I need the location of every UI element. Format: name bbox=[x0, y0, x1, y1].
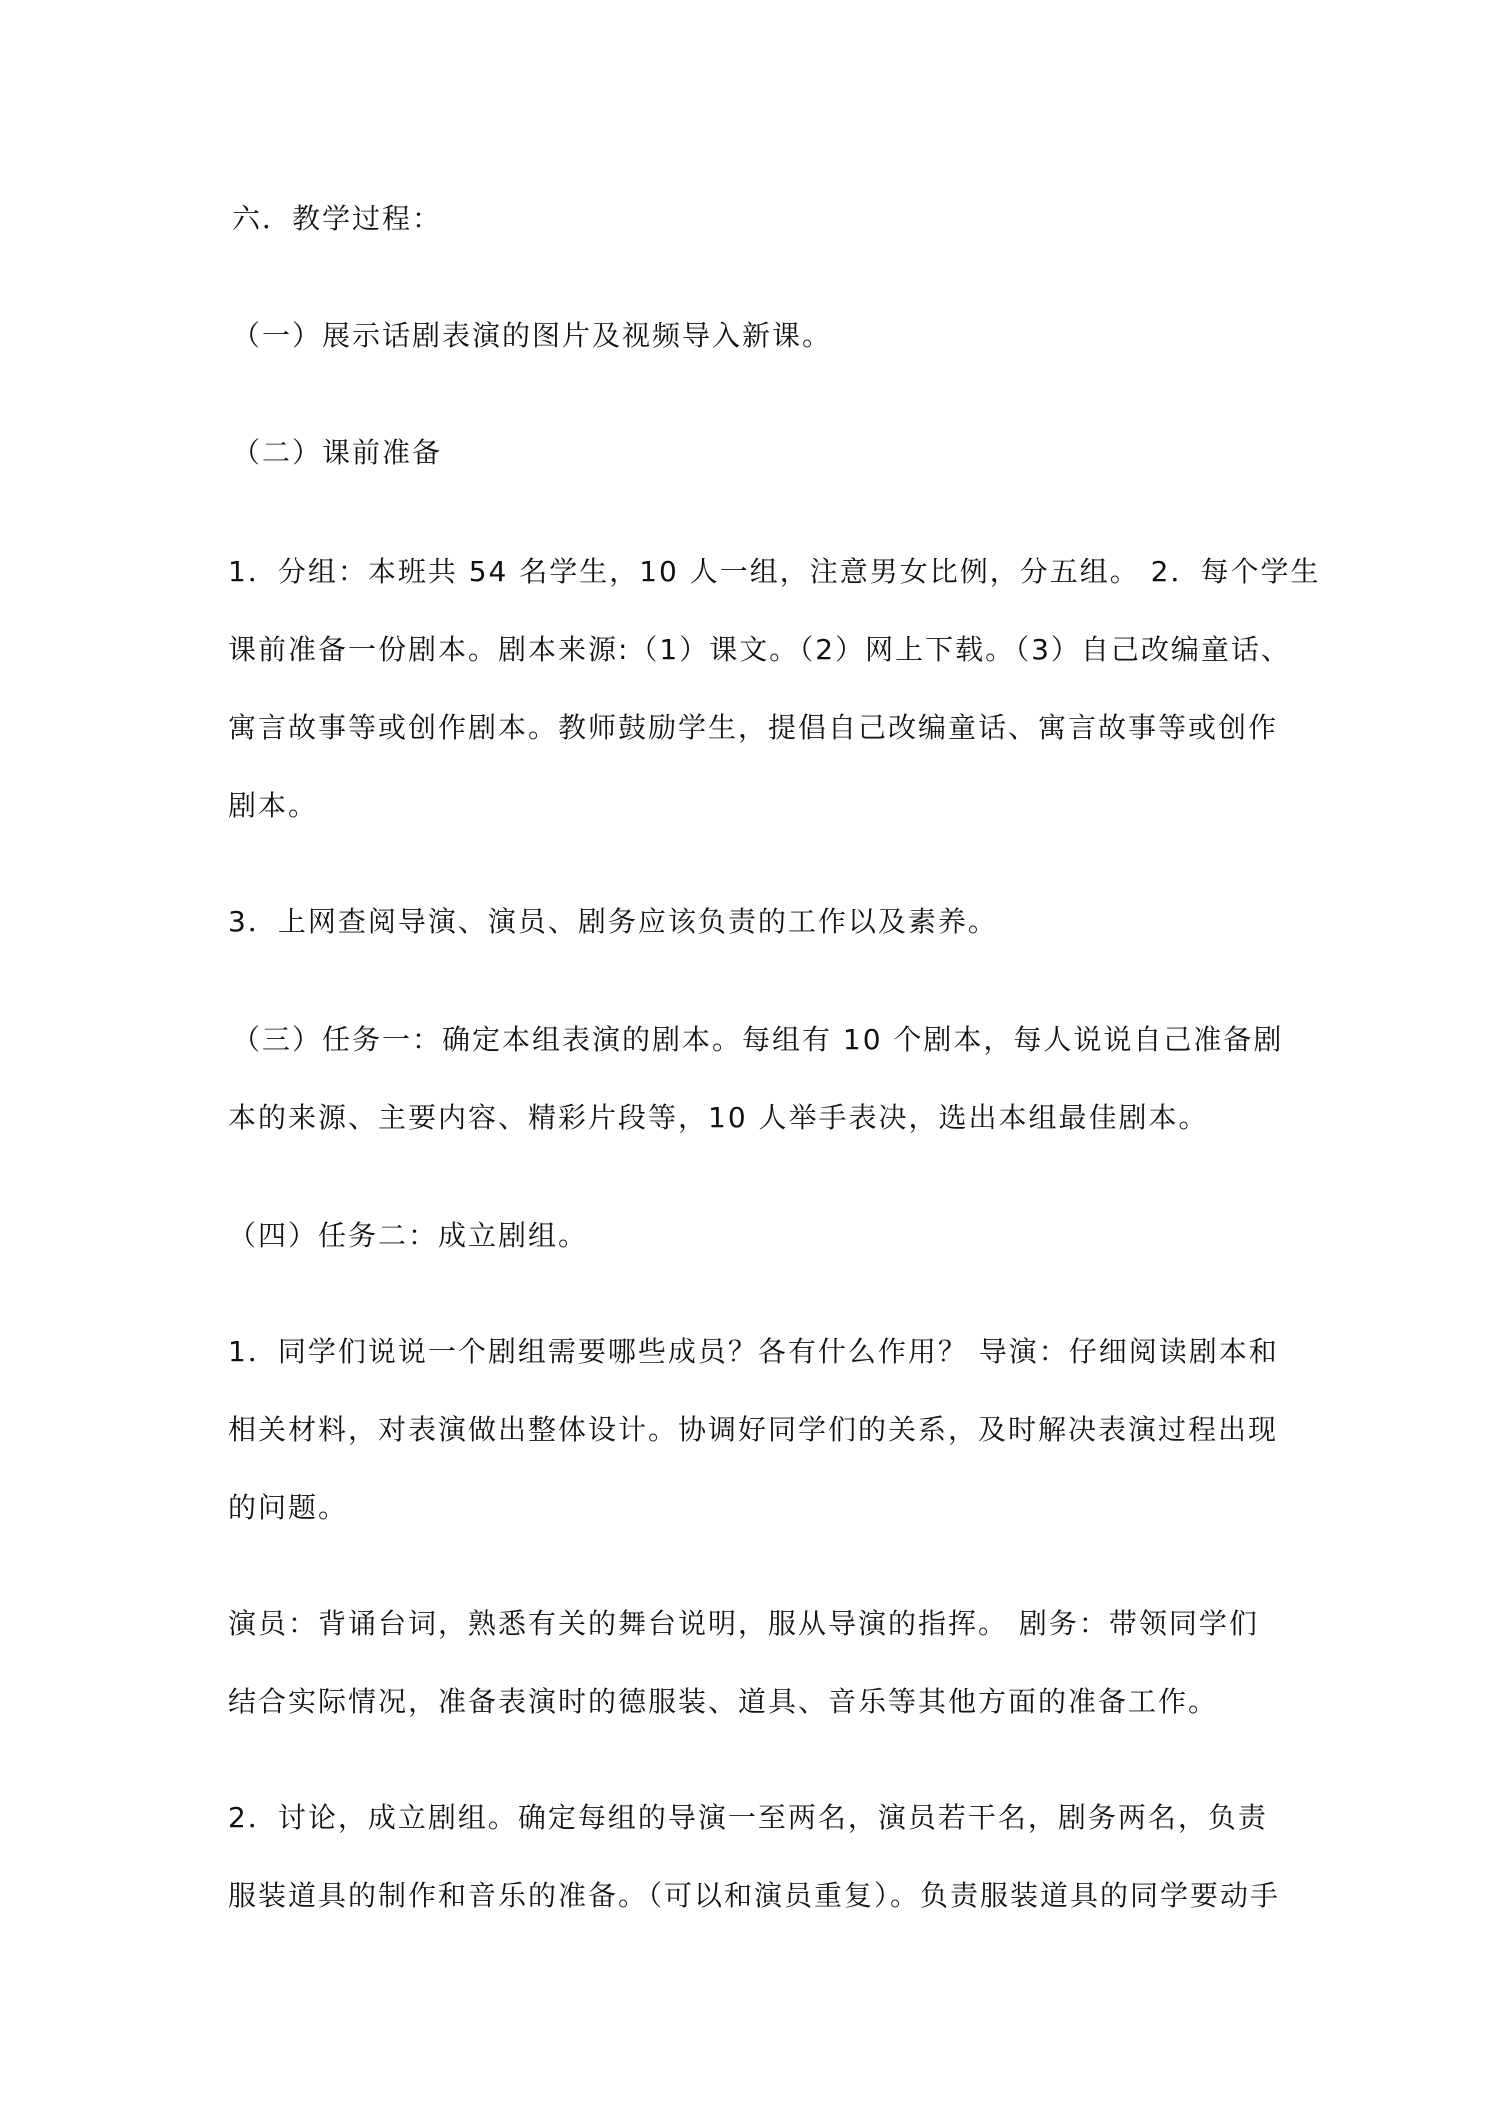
paragraph-line: 演员：背诵台词，熟悉有关的舞台说明，服从导演的指挥。 剧务：带领同学们 bbox=[228, 1607, 1259, 1640]
section-2-heading: （二）课前准备 bbox=[232, 436, 443, 469]
paragraph-line: 的问题。 bbox=[228, 1491, 349, 1524]
section-4-heading: （四）任务二：成立剧组。 bbox=[228, 1219, 589, 1252]
heading-teaching-process: 六．教学过程： bbox=[232, 202, 443, 235]
paragraph-line: 1．同学们说说一个剧组需要哪些成员？各有什么作用？ 导演：仔细阅读剧本和 bbox=[228, 1335, 1279, 1368]
section-1-heading: （一）展示话剧表演的图片及视频导入新课。 bbox=[232, 319, 833, 352]
paragraph-line: 课前准备一份剧本。剧本来源:（1）课文。（2）网上下载。（3）自己改编童话、 bbox=[228, 633, 1291, 666]
paragraph-line: 1．分组：本班共 54 名学生，10 人一组，注意男女比例，分五组。 2．每个学生 bbox=[228, 555, 1321, 588]
section-3-heading: （三）任务一：确定本组表演的剧本。每组有 10 个剧本，每人说说自己准备剧 bbox=[232, 1023, 1284, 1056]
paragraph-line: 相关材料，对表演做出整体设计。协调好同学们的关系，及时解决表演过程出现 bbox=[228, 1413, 1279, 1446]
paragraph-line: 结合实际情况，准备表演时的德服装、道具、音乐等其他方面的准备工作。 bbox=[228, 1685, 1219, 1718]
paragraph-line: 本的来源、主要内容、精彩片段等，10 人举手表决，选出本组最佳剧本。 bbox=[228, 1101, 1209, 1134]
paragraph-line: 2．讨论，成立剧组。确定每组的导演一至两名，演员若干名，剧务两名，负责 bbox=[228, 1801, 1268, 1834]
paragraph-line: 3．上网查阅导演、演员、剧务应该负责的工作以及素养。 bbox=[228, 905, 998, 938]
paragraph-line: 服装道具的制作和音乐的准备。（可以和演员重复）。负责服装道具的同学要动手 bbox=[228, 1879, 1281, 1912]
paragraph-line: 寓言故事等或创作剧本。教师鼓励学生，提倡自己改编童话、寓言故事等或创作 bbox=[228, 711, 1279, 744]
paragraph-line: 剧本。 bbox=[228, 789, 319, 822]
